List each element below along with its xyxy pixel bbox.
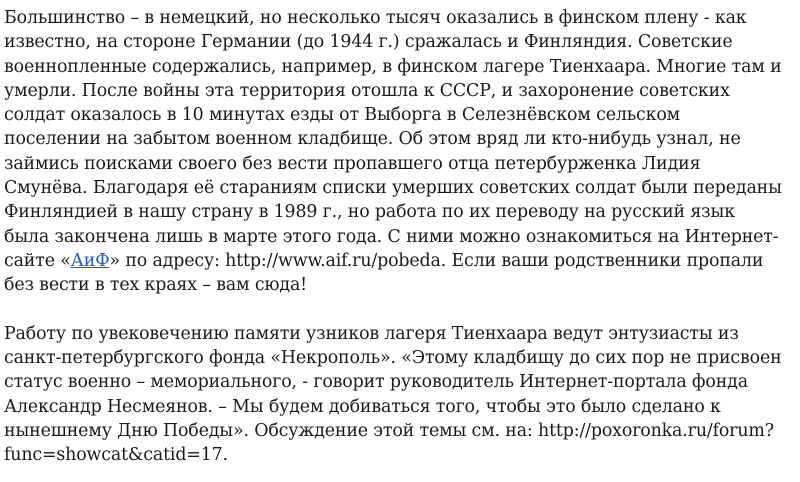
text-line: санкт-петербургского фонда «Некрополь». «Этому кладбищу до сих пор не присвоен bbox=[4, 348, 782, 369]
text-line: военнопленные содержались, например, в финском лагере Тиенхаара. Многие там и bbox=[4, 56, 782, 77]
paragraph-gap bbox=[4, 298, 796, 322]
text-line: func=showcat&catid=17. bbox=[4, 445, 228, 466]
text-line: нынешнему Дню Победы». Обсуждение этой темы см. на: http://poxoronka.ru/forum? bbox=[4, 421, 774, 442]
aif-link[interactable]: АиФ bbox=[70, 250, 110, 271]
link-suffix-text: » по адресу: http://www.aif.ru/pobeda. Если ваши родственники пропали bbox=[109, 250, 764, 271]
paragraph-1 bbox=[4, 6, 796, 298]
text-line: Работу по увековечению памяти узников лагеря Тиенхаара ведут энтузиасты из bbox=[4, 323, 739, 344]
text-line-with-link bbox=[4, 249, 796, 273]
text-line: была закончена лишь в марте этого года. С ними можно ознакомиться на Интернет- bbox=[4, 226, 779, 247]
text-line: солдат оказалось в 10 минутах езды от Выборга в Селезнёвском сельском bbox=[4, 105, 681, 126]
text-line: займись поисками своего без вести пропавшего отца петербурженка Лидия bbox=[4, 153, 701, 174]
paragraph-2 bbox=[4, 322, 796, 468]
text-line: Большинство – в немецкий, но несколько тысяч оказались в финском плену - как bbox=[4, 8, 747, 28]
text-line: поселении на забытом военном кладбище. Об этом вряд ли кто-нибудь узнал, не bbox=[4, 129, 741, 150]
link-prefix-text: сайте « bbox=[4, 250, 71, 271]
text-line: статус военно – мемориального, - говорит руководитель Интернет-портала фонда bbox=[4, 372, 748, 393]
text-line: без вести в тех краях – вам сюда! bbox=[4, 275, 308, 296]
text-line: Смунёва. Благодаря её стараниям списки умерших советских солдат были переданы bbox=[4, 178, 782, 199]
text-line: известно, на стороне Германии (до 1944 г.) сражалась и Финляндия. Советские bbox=[4, 32, 733, 53]
text-line: Финляндией в нашу страну в 1989 г., но работа по их переводу на русский язык bbox=[4, 202, 735, 223]
text-line: умерли. После войны эта территория отошла к СССР, и захоронение советских bbox=[4, 80, 730, 101]
text-line: Александр Несмеянов. – Мы будем добиваться того, чтобы это было сделано к bbox=[4, 396, 721, 417]
